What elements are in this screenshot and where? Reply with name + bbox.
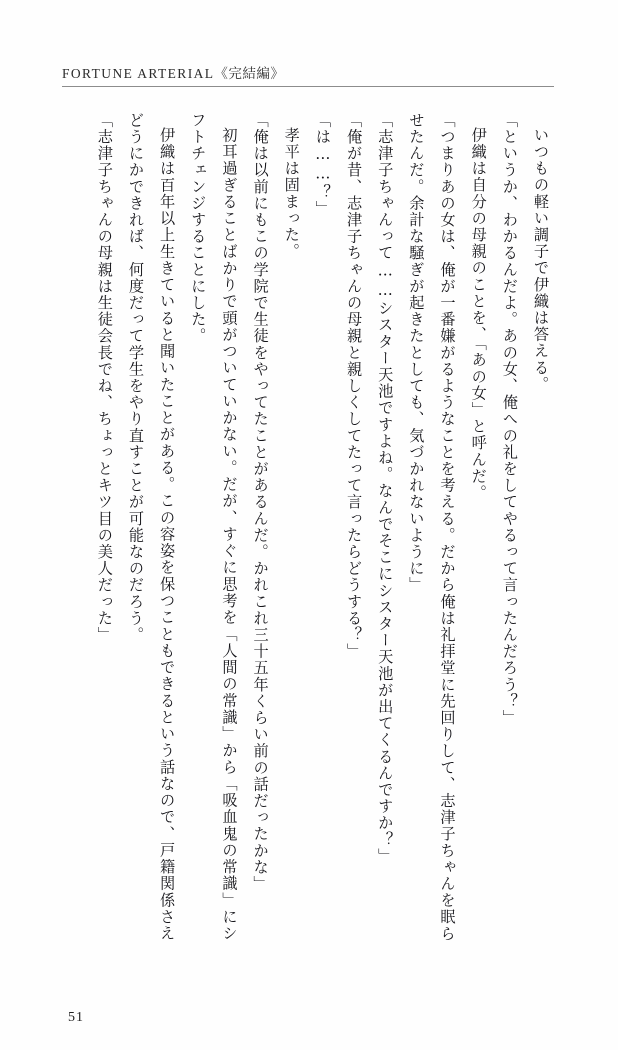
paragraph: 「は……？」 (313, 112, 332, 218)
running-header (62, 62, 284, 82)
paragraph: 「というか、わかるんだよ。あの女、俺への礼をしてやるって言ったんだろう？」 (500, 112, 519, 727)
page-body-text (60, 112, 556, 942)
paragraph: 伊織は百年以上生きていると聞いたことがある。この容姿を保つこともできるという話なので、戸籍関係さえどうにかできれば、何度だって学生をやり直すことが可能なのだろう。 (126, 112, 177, 942)
paragraph: 初耳過ぎることばかりで頭がついていかない。だが、すぐに思考を「人間の常識」から「吸血鬼の常識」にシフトチェンジすることにした。 (189, 112, 239, 942)
paragraph: 「志津子ちゃんって……シスター天池ですよね。なんでそこにシスター天池が出てくるんですか？」 (376, 112, 395, 865)
paragraph: 「つまりあの女は、俺が一番嫌がるようなことを考える。だから俺は礼拝堂に先回りして、志津子ちゃんを眠らせたんだ。余計な騒ぎが起きたとしても、気づかれないように」 (407, 112, 457, 942)
paragraph: 「俺は以前にもこの学院で生徒をやってたことがあるんだ。かれこれ三十五年くらい前の話だったかな」 (251, 112, 270, 893)
paragraph: 「俺が昔、志津子ちゃんの母親と親しくしてたって言ったらどうする？」 (345, 112, 364, 660)
header-divider (62, 86, 554, 87)
header-title: FORTUNE ARTERIAL (62, 66, 215, 81)
paragraph: 孝平は固まった。 (282, 127, 301, 260)
paragraph: 「志津子ちゃんの母親は生徒会長でね、ちょっとキツ目の美人だった」 (95, 112, 114, 644)
paragraph: いつもの軽い調子で伊織は答える。 (532, 127, 550, 393)
header-subtitle: 《完結編》 (214, 66, 285, 81)
page-number: 51 (68, 1010, 84, 1025)
paragraph: 伊織は自分の母親のことを、「あの女」と呼んだ。 (469, 127, 488, 502)
